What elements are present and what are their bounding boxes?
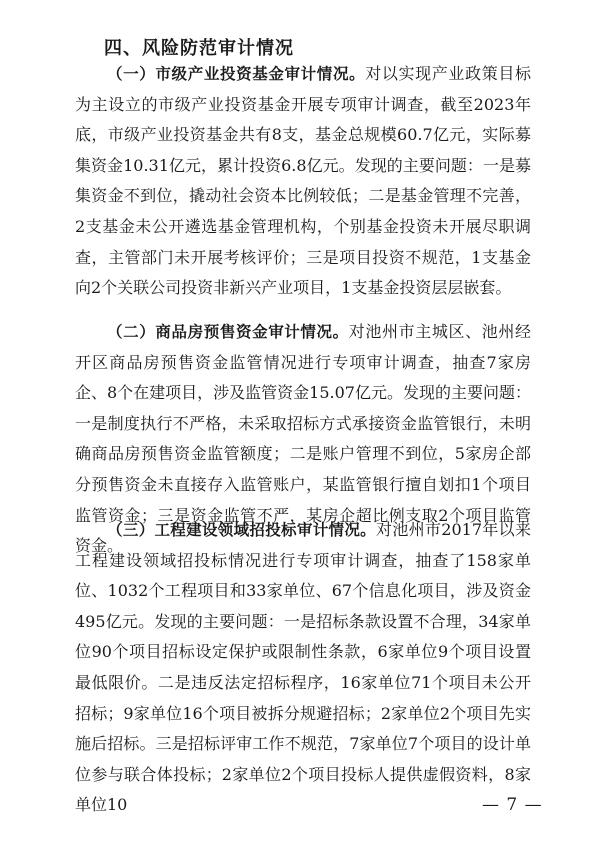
paragraph-bidding	[75, 515, 531, 821]
paragraph-lead: （二）商品房预售资金审计情况。	[107, 323, 349, 341]
section-title: 四、风险防范审计情况	[104, 38, 294, 59]
paragraph-lead: （一）市级产业投资基金审计情况。	[107, 65, 366, 83]
paragraph-body: 对池州市2017年以来工程建设领域招投标情况进行专项审计调查，抽查了158家单位、1032个工程项目和33家单位、67个信息化项目，涉及资金495亿元。发现的主要问题：一是招标条款设置不合理，34家单位90个项目招标设定保护或限制性条款，6家单位9个项目设置最低限价。二是违反法定招标程序，16家单位71个项目未公开招标；9家单位16个项目被拆分规避招标；2家单位2个项目先实施后招标。三是招标评审工作不规范，7家单位7个项目的设计单位参与联合体投标；2家单位2个项目投标人提供虚假资料，8家单位10	[75, 520, 531, 815]
paragraph-body: 对池州市主城区、池州经开区商品房预售资金监管情况进行专项审计调查，抽查7家房企、8个在建项目，涉及监管资金15.07亿元。发现的主要问题：一是制度执行不严格，未采取招标方式承接资金监管银行，未明确商品房预售资金监管额度；二是账户管理不到位，5家房企部分预售资金未直接存入监管账户，某监管银行擅自划扣1个项目监管资金；三是资金监管不严，某房企超比例支取2个项目监管资金。	[75, 322, 531, 556]
page-number: — 7 —	[482, 795, 543, 815]
paragraph-body: 对以实现产业政策目标为主设立的市级产业投资基金开展专项审计调查，截至2023年底，市级产业投资基金共有8支，基金总规模60.7亿元，实际募集资金10.31亿元，累计投资6.8亿元。发现的主要问题：一是募集资金不到位，撬动社会资本比例较低；二是基金管理不完善，2支基金未公开遴选基金管理机构，个别基金投资未开展尽职调查，主管部门未开展考核评价；三是项目投资不规范，1支基金向2个关联公司投资非新兴产业项目，1支基金投资层层嵌套。	[75, 64, 531, 298]
paragraph-industry-fund	[75, 59, 531, 304]
paragraph-lead: （三）工程建设领域招投标审计情况。	[107, 521, 376, 539]
